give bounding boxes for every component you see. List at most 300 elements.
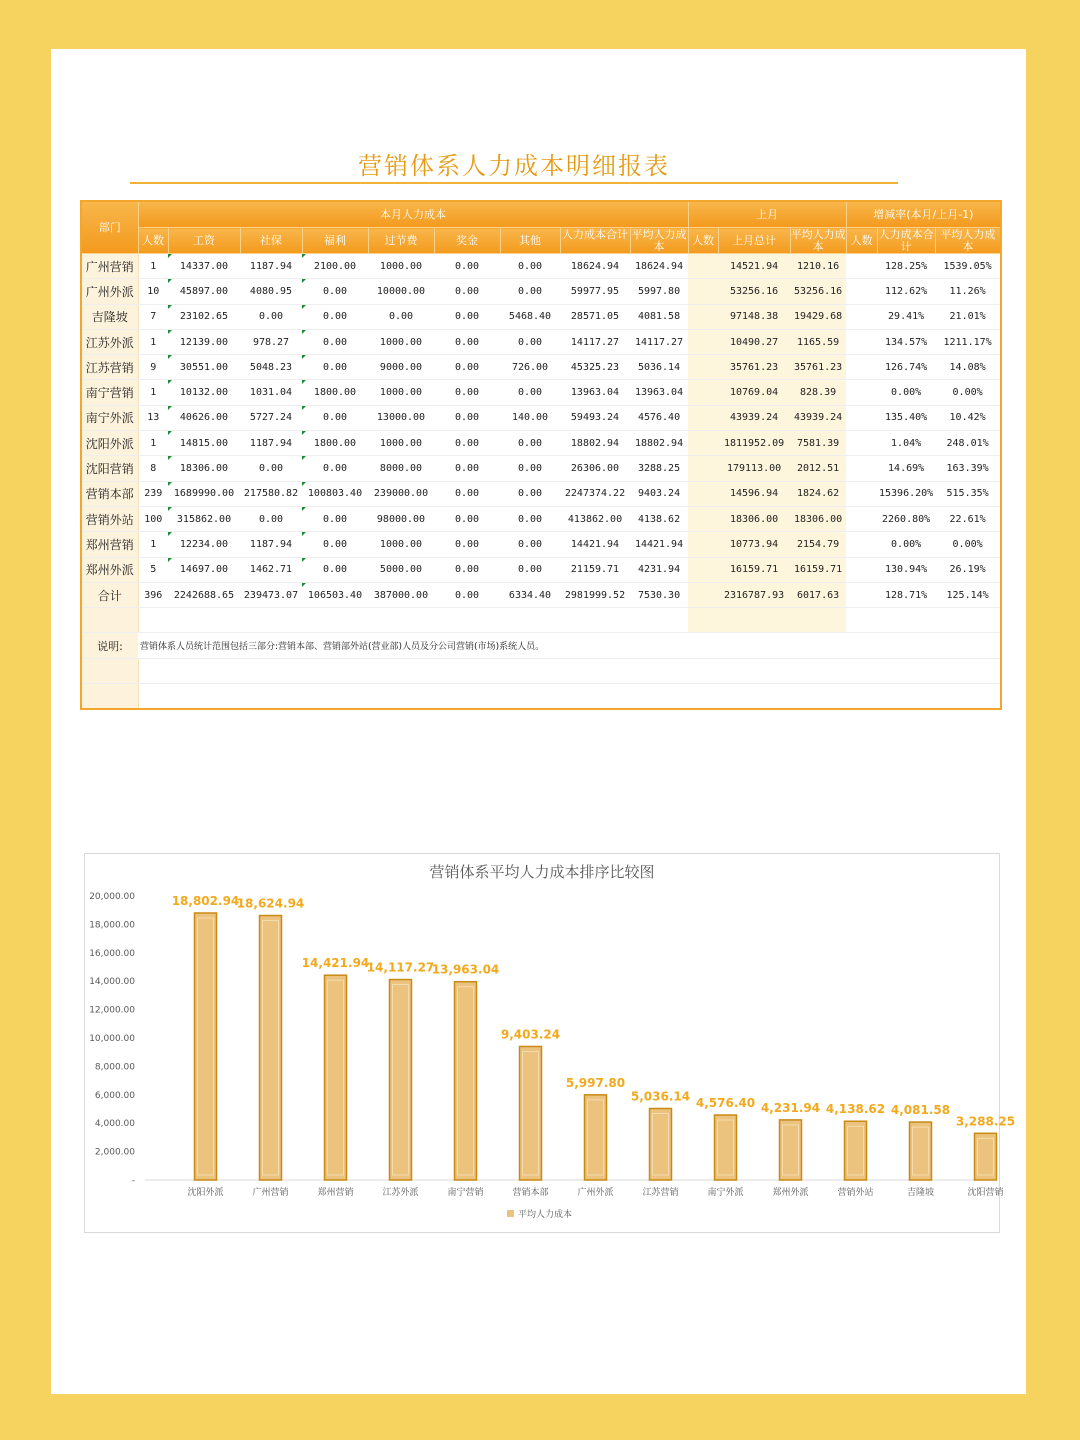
header-dept: 部门 bbox=[81, 201, 138, 254]
total-cell: 2247374.22 bbox=[560, 481, 630, 506]
avg-cell: 4081.58 bbox=[630, 304, 688, 329]
prev-avg-cell: 2012.51 bbox=[790, 456, 846, 481]
avg-cell: 7530.30 bbox=[630, 582, 688, 607]
rate-count-cell bbox=[846, 355, 877, 380]
rate-total-cell: 130.94% bbox=[877, 557, 935, 582]
count-cell: 7 bbox=[138, 304, 168, 329]
rate-total-cell: 135.40% bbox=[877, 405, 935, 430]
count-cell: 1 bbox=[138, 329, 168, 354]
avg-cell: 14117.27 bbox=[630, 329, 688, 354]
salary-cell: 315862.00 bbox=[168, 506, 240, 531]
other-cell: 726.00 bbox=[500, 355, 560, 380]
prev-count-cell bbox=[688, 532, 718, 557]
dept-cell: 江苏营销 bbox=[81, 355, 138, 380]
total-cell: 14117.27 bbox=[560, 329, 630, 354]
rate-count-cell bbox=[846, 380, 877, 405]
social-cell: 239473.07 bbox=[240, 582, 302, 607]
data-label: 5,997.80 bbox=[565, 1075, 626, 1090]
rate-avg-cell: 26.19% bbox=[935, 557, 1001, 582]
empty-cell bbox=[790, 608, 846, 633]
social-cell: 0.00 bbox=[240, 506, 302, 531]
other-cell: 140.00 bbox=[500, 405, 560, 430]
y-tick-label: 8,000.00 bbox=[94, 1062, 135, 1073]
blank-row bbox=[81, 684, 1001, 710]
rate-avg-cell: 21.01% bbox=[935, 304, 1001, 329]
rate-avg-cell: 1539.05% bbox=[935, 254, 1001, 279]
category-label: 广州外派 bbox=[577, 1188, 614, 1198]
y-tick-label: 14,000.00 bbox=[89, 977, 135, 988]
legend-swatch bbox=[507, 1210, 514, 1217]
y-tick-label: 10,000.00 bbox=[89, 1034, 135, 1044]
table-row bbox=[81, 481, 1001, 506]
empty-cell bbox=[718, 608, 790, 633]
dept-cell: 沈阳营销 bbox=[81, 456, 138, 481]
header-social: 社保 bbox=[240, 228, 302, 254]
total-cell: 26306.00 bbox=[560, 456, 630, 481]
avg-cell: 18802.94 bbox=[630, 431, 688, 456]
prev-total-cell: 179113.00 bbox=[718, 456, 790, 481]
rate-count-cell bbox=[846, 304, 877, 329]
other-cell: 0.00 bbox=[500, 557, 560, 582]
prev-avg-cell: 35761.23 bbox=[790, 355, 846, 380]
rate-count-cell bbox=[846, 557, 877, 582]
welfare-cell: 0.00 bbox=[302, 456, 368, 481]
other-cell: 0.00 bbox=[500, 456, 560, 481]
prev-count-cell bbox=[688, 582, 718, 607]
prev-total-cell: 97148.38 bbox=[718, 304, 790, 329]
avg-cell: 13963.04 bbox=[630, 380, 688, 405]
bonus-cell: 0.00 bbox=[434, 557, 500, 582]
social-cell: 1187.94 bbox=[240, 254, 302, 279]
other-cell: 0.00 bbox=[500, 532, 560, 557]
holiday-cell: 1000.00 bbox=[368, 254, 434, 279]
title-underline bbox=[130, 182, 898, 184]
note-label: 说明: bbox=[81, 633, 138, 659]
rate-avg-cell: 1211.17% bbox=[935, 329, 1001, 354]
prev-count-cell bbox=[688, 329, 718, 354]
count-cell: 100 bbox=[138, 506, 168, 531]
category-label: 江苏外派 bbox=[382, 1188, 419, 1198]
header-current-month: 本月人力成本 bbox=[138, 201, 688, 228]
salary-cell: 14815.00 bbox=[168, 431, 240, 456]
category-label: 郑州营销 bbox=[317, 1188, 354, 1198]
social-cell: 5727.24 bbox=[240, 405, 302, 430]
total-cell: 18802.94 bbox=[560, 431, 630, 456]
prev-count-cell bbox=[688, 506, 718, 531]
data-label: 4,138.62 bbox=[825, 1102, 886, 1117]
social-cell: 0.00 bbox=[240, 304, 302, 329]
rate-total-cell: 112.62% bbox=[877, 279, 935, 304]
welfare-cell: 0.00 bbox=[302, 355, 368, 380]
welfare-cell: 2100.00 bbox=[302, 254, 368, 279]
rate-count-cell bbox=[846, 582, 877, 607]
salary-cell: 14697.00 bbox=[168, 557, 240, 582]
y-tick-label: 18,000.00 bbox=[89, 920, 135, 931]
avg-cell: 14421.94 bbox=[630, 532, 688, 557]
chart-title: 营销体系平均人力成本排序比较图 bbox=[429, 863, 655, 881]
count-cell: 13 bbox=[138, 405, 168, 430]
empty-cell bbox=[302, 608, 368, 633]
bonus-cell: 0.00 bbox=[434, 380, 500, 405]
social-cell: 978.27 bbox=[240, 329, 302, 354]
dept-cell: 南宁外派 bbox=[81, 405, 138, 430]
holiday-cell: 10000.00 bbox=[368, 279, 434, 304]
category-label: 广州营销 bbox=[252, 1188, 289, 1198]
prev-avg-cell: 2154.79 bbox=[790, 532, 846, 557]
header-change-rate: 增减率(本月/上月-1) bbox=[846, 201, 1001, 228]
salary-cell: 2242688.65 bbox=[168, 582, 240, 607]
bonus-cell: 0.00 bbox=[434, 329, 500, 354]
dept-cell: 郑州营销 bbox=[81, 532, 138, 557]
dept-cell: 吉隆坡 bbox=[81, 304, 138, 329]
empty-cell bbox=[368, 608, 434, 633]
table-row bbox=[81, 304, 1001, 329]
rate-total-cell: 134.57% bbox=[877, 329, 935, 354]
count-cell: 1 bbox=[138, 532, 168, 557]
header-salary: 工资 bbox=[168, 228, 240, 254]
rate-count-cell bbox=[846, 431, 877, 456]
prev-total-cell: 43939.24 bbox=[718, 405, 790, 430]
welfare-cell: 1800.00 bbox=[302, 431, 368, 456]
data-label: 5,036.14 bbox=[630, 1089, 691, 1104]
prev-total-cell: 14521.94 bbox=[718, 254, 790, 279]
category-label: 沈阳营销 bbox=[967, 1188, 1004, 1198]
dept-cell: 营销外站 bbox=[81, 506, 138, 531]
holiday-cell: 239000.00 bbox=[368, 481, 434, 506]
y-tick-label: - bbox=[131, 1176, 135, 1186]
prev-total-cell: 14596.94 bbox=[718, 481, 790, 506]
bonus-cell: 0.00 bbox=[434, 405, 500, 430]
rate-avg-cell: 10.42% bbox=[935, 405, 1001, 430]
rate-total-cell: 0.00% bbox=[877, 380, 935, 405]
holiday-cell: 1000.00 bbox=[368, 329, 434, 354]
total-cell: 59493.24 bbox=[560, 405, 630, 430]
cost-detail-table bbox=[80, 200, 1002, 710]
social-cell: 0.00 bbox=[240, 456, 302, 481]
welfare-cell: 106503.40 bbox=[302, 582, 368, 607]
table-row bbox=[81, 329, 1001, 354]
y-tick-label: 12,000.00 bbox=[89, 1005, 135, 1016]
table-row bbox=[81, 582, 1001, 607]
header-other: 其他 bbox=[500, 228, 560, 254]
rate-total-cell: 14.69% bbox=[877, 456, 935, 481]
chart-canvas bbox=[85, 854, 1016, 1232]
rate-avg-cell: 22.61% bbox=[935, 506, 1001, 531]
total-cell: 59977.95 bbox=[560, 279, 630, 304]
holiday-cell: 98000.00 bbox=[368, 506, 434, 531]
header-rate-avg: 平均人力成本 bbox=[935, 228, 1001, 254]
holiday-cell: 9000.00 bbox=[368, 355, 434, 380]
avg-cost-chart bbox=[84, 853, 1016, 1233]
bonus-cell: 0.00 bbox=[434, 456, 500, 481]
welfare-cell: 0.00 bbox=[302, 405, 368, 430]
rate-count-cell bbox=[846, 506, 877, 531]
holiday-cell: 5000.00 bbox=[368, 557, 434, 582]
empty-cell bbox=[434, 608, 500, 633]
other-cell: 0.00 bbox=[500, 329, 560, 354]
empty-cell bbox=[138, 659, 1001, 684]
prev-count-cell bbox=[688, 380, 718, 405]
holiday-cell: 1000.00 bbox=[368, 431, 434, 456]
bonus-cell: 0.00 bbox=[434, 431, 500, 456]
y-tick-label: 4,000.00 bbox=[94, 1119, 135, 1130]
bonus-cell: 0.00 bbox=[434, 254, 500, 279]
empty-cell bbox=[240, 608, 302, 633]
data-label: 4,231.94 bbox=[760, 1100, 821, 1115]
prev-total-cell: 18306.00 bbox=[718, 506, 790, 531]
category-label: 营销本部 bbox=[512, 1188, 549, 1198]
data-label: 3,288.25 bbox=[955, 1114, 1016, 1129]
other-cell: 0.00 bbox=[500, 506, 560, 531]
rate-avg-cell: 163.39% bbox=[935, 456, 1001, 481]
category-label: 沈阳外派 bbox=[187, 1188, 224, 1198]
welfare-cell: 100803.40 bbox=[302, 481, 368, 506]
data-label: 4,576.40 bbox=[695, 1096, 756, 1111]
rate-count-cell bbox=[846, 405, 877, 430]
count-cell: 239 bbox=[138, 481, 168, 506]
avg-cell: 4576.40 bbox=[630, 405, 688, 430]
table-row bbox=[81, 405, 1001, 430]
salary-cell: 30551.00 bbox=[168, 355, 240, 380]
avg-cell: 4231.94 bbox=[630, 557, 688, 582]
holiday-cell: 8000.00 bbox=[368, 456, 434, 481]
salary-cell: 23102.65 bbox=[168, 304, 240, 329]
header-count: 人数 bbox=[138, 228, 168, 254]
dept-cell: 合计 bbox=[81, 582, 138, 607]
salary-cell: 18306.00 bbox=[168, 456, 240, 481]
bonus-cell: 0.00 bbox=[434, 532, 500, 557]
rate-avg-cell: 125.14% bbox=[935, 582, 1001, 607]
dept-cell: 南宁营销 bbox=[81, 380, 138, 405]
prev-count-cell bbox=[688, 304, 718, 329]
header-prev-count: 人数 bbox=[688, 228, 718, 254]
count-cell: 1 bbox=[138, 431, 168, 456]
total-cell: 413862.00 bbox=[560, 506, 630, 531]
other-cell: 0.00 bbox=[500, 279, 560, 304]
bonus-cell: 0.00 bbox=[434, 279, 500, 304]
holiday-cell: 1000.00 bbox=[368, 532, 434, 557]
table-row bbox=[81, 254, 1001, 279]
other-cell: 0.00 bbox=[500, 380, 560, 405]
count-cell: 5 bbox=[138, 557, 168, 582]
table-row bbox=[81, 431, 1001, 456]
social-cell: 1187.94 bbox=[240, 431, 302, 456]
count-cell: 1 bbox=[138, 254, 168, 279]
prev-total-cell: 10769.04 bbox=[718, 380, 790, 405]
data-label: 13,963.04 bbox=[431, 962, 500, 977]
rate-total-cell: 128.71% bbox=[877, 582, 935, 607]
table-row bbox=[81, 557, 1001, 582]
category-label: 南宁营销 bbox=[447, 1188, 484, 1198]
salary-cell: 12234.00 bbox=[168, 532, 240, 557]
dept-cell: 广州营销 bbox=[81, 254, 138, 279]
social-cell: 4080.95 bbox=[240, 279, 302, 304]
report-title: 营销体系人力成本明细报表 bbox=[358, 152, 670, 180]
header-avg: 平均人力成本 bbox=[631, 228, 687, 253]
note-row bbox=[81, 633, 1001, 659]
dept-cell: 广州外派 bbox=[81, 279, 138, 304]
data-label: 18,624.94 bbox=[236, 896, 305, 911]
prev-avg-cell: 828.39 bbox=[790, 380, 846, 405]
rate-count-cell bbox=[846, 481, 877, 506]
rate-avg-cell: 515.35% bbox=[935, 481, 1001, 506]
prev-total-cell: 35761.23 bbox=[718, 355, 790, 380]
rate-count-cell bbox=[846, 254, 877, 279]
count-cell: 1 bbox=[138, 380, 168, 405]
prev-count-cell bbox=[688, 557, 718, 582]
total-cell: 2981999.52 bbox=[560, 582, 630, 607]
empty-cell bbox=[846, 608, 877, 633]
y-tick-label: 20,000.00 bbox=[89, 892, 135, 902]
table-row bbox=[81, 532, 1001, 557]
rate-count-cell bbox=[846, 329, 877, 354]
blank-row bbox=[81, 608, 1001, 633]
welfare-cell: 0.00 bbox=[302, 557, 368, 582]
total-cell: 21159.71 bbox=[560, 557, 630, 582]
header-prev-month: 上月 bbox=[688, 201, 846, 228]
bonus-cell: 0.00 bbox=[434, 304, 500, 329]
holiday-cell: 13000.00 bbox=[368, 405, 434, 430]
header-holiday: 过节费 bbox=[368, 228, 434, 254]
avg-cell: 18624.94 bbox=[630, 254, 688, 279]
header-rate-total: 人力成本合计 bbox=[878, 228, 934, 253]
dept-cell: 郑州外派 bbox=[81, 557, 138, 582]
social-cell: 1031.04 bbox=[240, 380, 302, 405]
welfare-cell: 1800.00 bbox=[302, 380, 368, 405]
prev-count-cell bbox=[688, 456, 718, 481]
welfare-cell: 0.00 bbox=[302, 304, 368, 329]
table-row bbox=[81, 456, 1001, 481]
avg-cell: 5036.14 bbox=[630, 355, 688, 380]
rate-avg-cell: 11.26% bbox=[935, 279, 1001, 304]
table-row bbox=[81, 380, 1001, 405]
data-label: 4,081.58 bbox=[890, 1103, 951, 1118]
prev-avg-cell: 53256.16 bbox=[790, 279, 846, 304]
welfare-cell: 0.00 bbox=[302, 279, 368, 304]
rate-total-cell: 1.04% bbox=[877, 431, 935, 456]
rate-total-cell: 2260.80% bbox=[877, 506, 935, 531]
category-label: 南宁外派 bbox=[707, 1188, 744, 1198]
empty-cell bbox=[168, 608, 240, 633]
other-cell: 0.00 bbox=[500, 481, 560, 506]
count-cell: 8 bbox=[138, 456, 168, 481]
other-cell: 0.00 bbox=[500, 254, 560, 279]
total-cell: 28571.05 bbox=[560, 304, 630, 329]
holiday-cell: 1000.00 bbox=[368, 380, 434, 405]
category-label: 郑州外派 bbox=[772, 1188, 809, 1198]
empty-cell bbox=[688, 608, 718, 633]
header-bonus: 奖金 bbox=[434, 228, 500, 254]
prev-count-cell bbox=[688, 254, 718, 279]
prev-avg-cell: 1824.62 bbox=[790, 481, 846, 506]
social-cell: 1187.94 bbox=[240, 532, 302, 557]
prev-avg-cell: 19429.68 bbox=[790, 304, 846, 329]
data-label: 14,421.94 bbox=[301, 956, 370, 971]
welfare-cell: 0.00 bbox=[302, 329, 368, 354]
prev-avg-cell: 7581.39 bbox=[790, 431, 846, 456]
data-label: 18,802.94 bbox=[171, 893, 240, 908]
total-cell: 18624.94 bbox=[560, 254, 630, 279]
dept-cell: 营销本部 bbox=[81, 481, 138, 506]
header-rate-count: 人数 bbox=[846, 228, 877, 254]
empty-cell bbox=[630, 608, 688, 633]
rate-total-cell: 0.00% bbox=[877, 532, 935, 557]
rate-avg-cell: 248.01% bbox=[935, 431, 1001, 456]
empty-cell bbox=[877, 608, 935, 633]
bonus-cell: 0.00 bbox=[434, 582, 500, 607]
prev-total-cell: 10773.94 bbox=[718, 532, 790, 557]
prev-total-cell: 10490.27 bbox=[718, 329, 790, 354]
salary-cell: 1689990.00 bbox=[168, 481, 240, 506]
header-total: 人力成本合计 bbox=[560, 228, 630, 254]
social-cell: 217580.82 bbox=[240, 481, 302, 506]
rate-avg-cell: 0.00% bbox=[935, 380, 1001, 405]
avg-cell: 5997.80 bbox=[630, 279, 688, 304]
welfare-cell: 0.00 bbox=[302, 532, 368, 557]
empty-cell bbox=[138, 684, 1001, 710]
category-label: 江苏营销 bbox=[642, 1188, 679, 1198]
empty-cell bbox=[81, 659, 138, 684]
prev-count-cell bbox=[688, 279, 718, 304]
prev-total-cell: 16159.71 bbox=[718, 557, 790, 582]
avg-cell: 4138.62 bbox=[630, 506, 688, 531]
prev-total-cell: 53256.16 bbox=[718, 279, 790, 304]
empty-cell bbox=[81, 684, 138, 710]
prev-count-cell bbox=[688, 431, 718, 456]
dept-cell: 沈阳外派 bbox=[81, 431, 138, 456]
prev-avg-cell: 1165.59 bbox=[790, 329, 846, 354]
blank-row bbox=[81, 659, 1001, 684]
salary-cell: 12139.00 bbox=[168, 329, 240, 354]
prev-avg-cell: 16159.71 bbox=[790, 557, 846, 582]
table-row bbox=[81, 506, 1001, 531]
rate-total-cell: 29.41% bbox=[877, 304, 935, 329]
holiday-cell: 387000.00 bbox=[368, 582, 434, 607]
salary-cell: 45897.00 bbox=[168, 279, 240, 304]
count-cell: 10 bbox=[138, 279, 168, 304]
avg-cell: 3288.25 bbox=[630, 456, 688, 481]
table-row bbox=[81, 355, 1001, 380]
bonus-cell: 0.00 bbox=[434, 481, 500, 506]
count-cell: 396 bbox=[138, 582, 168, 607]
table-row bbox=[81, 279, 1001, 304]
category-label: 营销外站 bbox=[837, 1188, 874, 1198]
y-tick-label: 2,000.00 bbox=[94, 1147, 135, 1158]
salary-cell: 40626.00 bbox=[168, 405, 240, 430]
empty-cell bbox=[935, 608, 1001, 633]
salary-cell: 10132.00 bbox=[168, 380, 240, 405]
dept-cell: 江苏外派 bbox=[81, 329, 138, 354]
prev-count-cell bbox=[688, 481, 718, 506]
other-cell: 5468.40 bbox=[500, 304, 560, 329]
empty-cell bbox=[81, 608, 138, 633]
total-cell: 13963.04 bbox=[560, 380, 630, 405]
salary-cell: 14337.00 bbox=[168, 254, 240, 279]
y-tick-label: 16,000.00 bbox=[89, 948, 135, 959]
prev-count-cell bbox=[688, 405, 718, 430]
empty-cell bbox=[138, 608, 168, 633]
prev-avg-cell: 18306.00 bbox=[790, 506, 846, 531]
prev-count-cell bbox=[688, 355, 718, 380]
prev-avg-cell: 6017.63 bbox=[790, 582, 846, 607]
avg-cell: 9403.24 bbox=[630, 481, 688, 506]
prev-total-cell: 2316787.93 bbox=[718, 582, 790, 607]
prev-total-cell: 1811952.09 bbox=[718, 431, 790, 456]
prev-avg-cell: 1210.16 bbox=[790, 254, 846, 279]
header-prev-avg: 平均人力成本 bbox=[790, 228, 846, 253]
header-prev-total: 上月总计 bbox=[718, 228, 790, 254]
rate-count-cell bbox=[846, 279, 877, 304]
